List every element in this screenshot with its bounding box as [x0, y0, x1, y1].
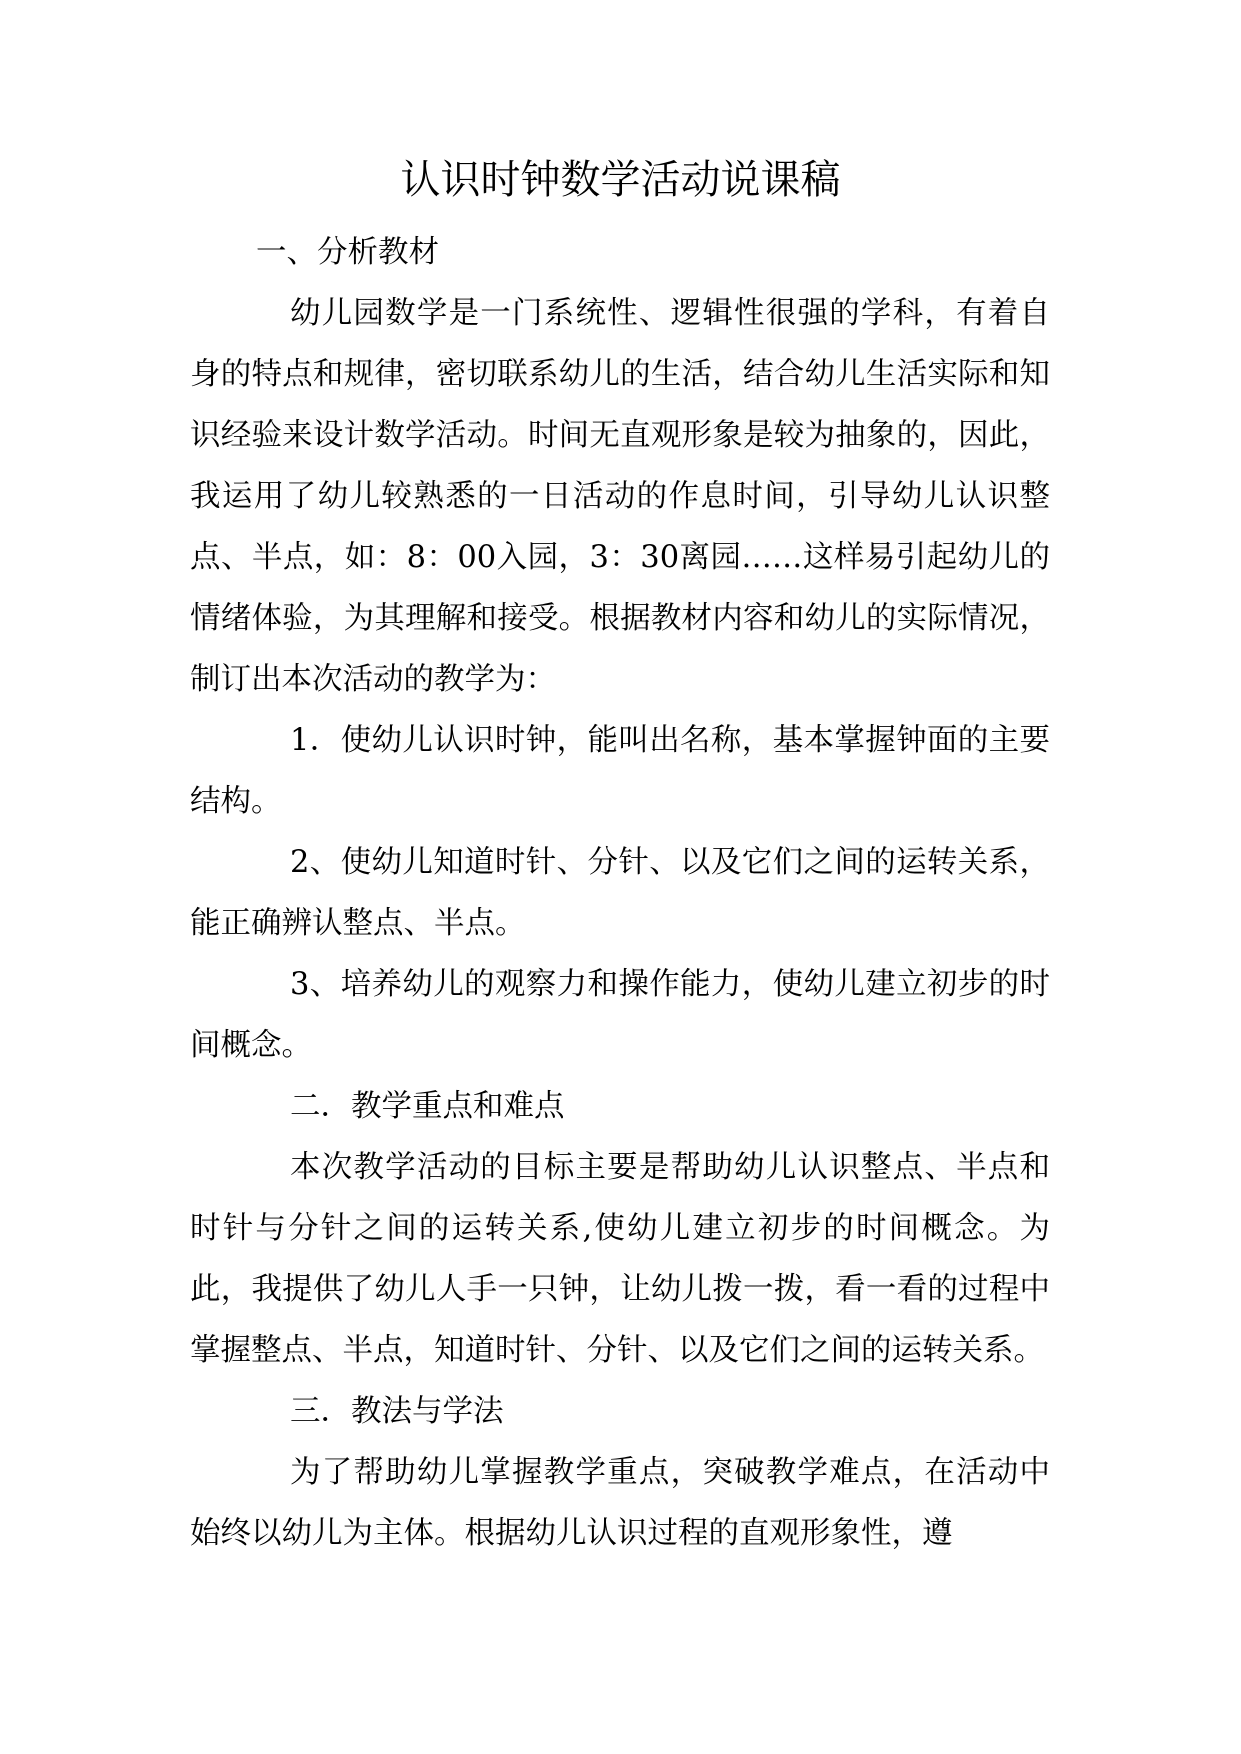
goal-item-3: 3、培养幼儿的观察力和操作能力，使幼儿建立初步的时间概念。	[190, 967, 1050, 1063]
paragraph-methods: 为了帮助幼儿掌握教学重点，突破教学难点，在活动中始终以幼儿为主体。根据幼儿认识过程的直观形象性，遵	[190, 1455, 1050, 1551]
paragraph-key-points: 本次教学活动的目标主要是帮助幼儿认识整点、半点和时针与分针之间的运转关系,使幼儿建立初步的时间概念。为此，我提供了幼儿人手一只钟，让幼儿拨一拨，看一看的过程中掌握整点、半点，知道时针、分针、以及它们之间的运转关系。	[190, 1150, 1050, 1368]
section-heading-analysis: 一、分析教材	[256, 235, 439, 270]
section-heading-key-points: 二．教学重点和难点	[290, 1089, 565, 1124]
section-heading-methods: 三．教法与学法	[290, 1394, 504, 1429]
goal-item-2: 2、使幼儿知道时针、分针、以及它们之间的运转关系，能正确辨认整点、半点。	[190, 845, 1050, 941]
document-body	[190, 222, 1050, 1564]
goal-item-1: 1．使幼儿认识时钟，能叫出名称，基本掌握钟面的主要结构。	[190, 723, 1050, 819]
paragraph-intro: 幼儿园数学是一门系统性、逻辑性很强的学科，有着自身的特点和规律，密切联系幼儿的生活，结合幼儿生活实际和知识经验来设计数学活动。时间无直观形象是较为抽象的，因此，我运用了幼儿较熟悉的一日活动的作息时间，引导幼儿认识整点、半点，如：8：00入园，3：30离园……这样易引起幼儿的情绪体验，为其理解和接受。根据教材内容和幼儿的实际情况，制订出本次活动的教学为：	[190, 296, 1050, 697]
document-title: 认识时钟数学活动说课稿	[400, 157, 841, 203]
